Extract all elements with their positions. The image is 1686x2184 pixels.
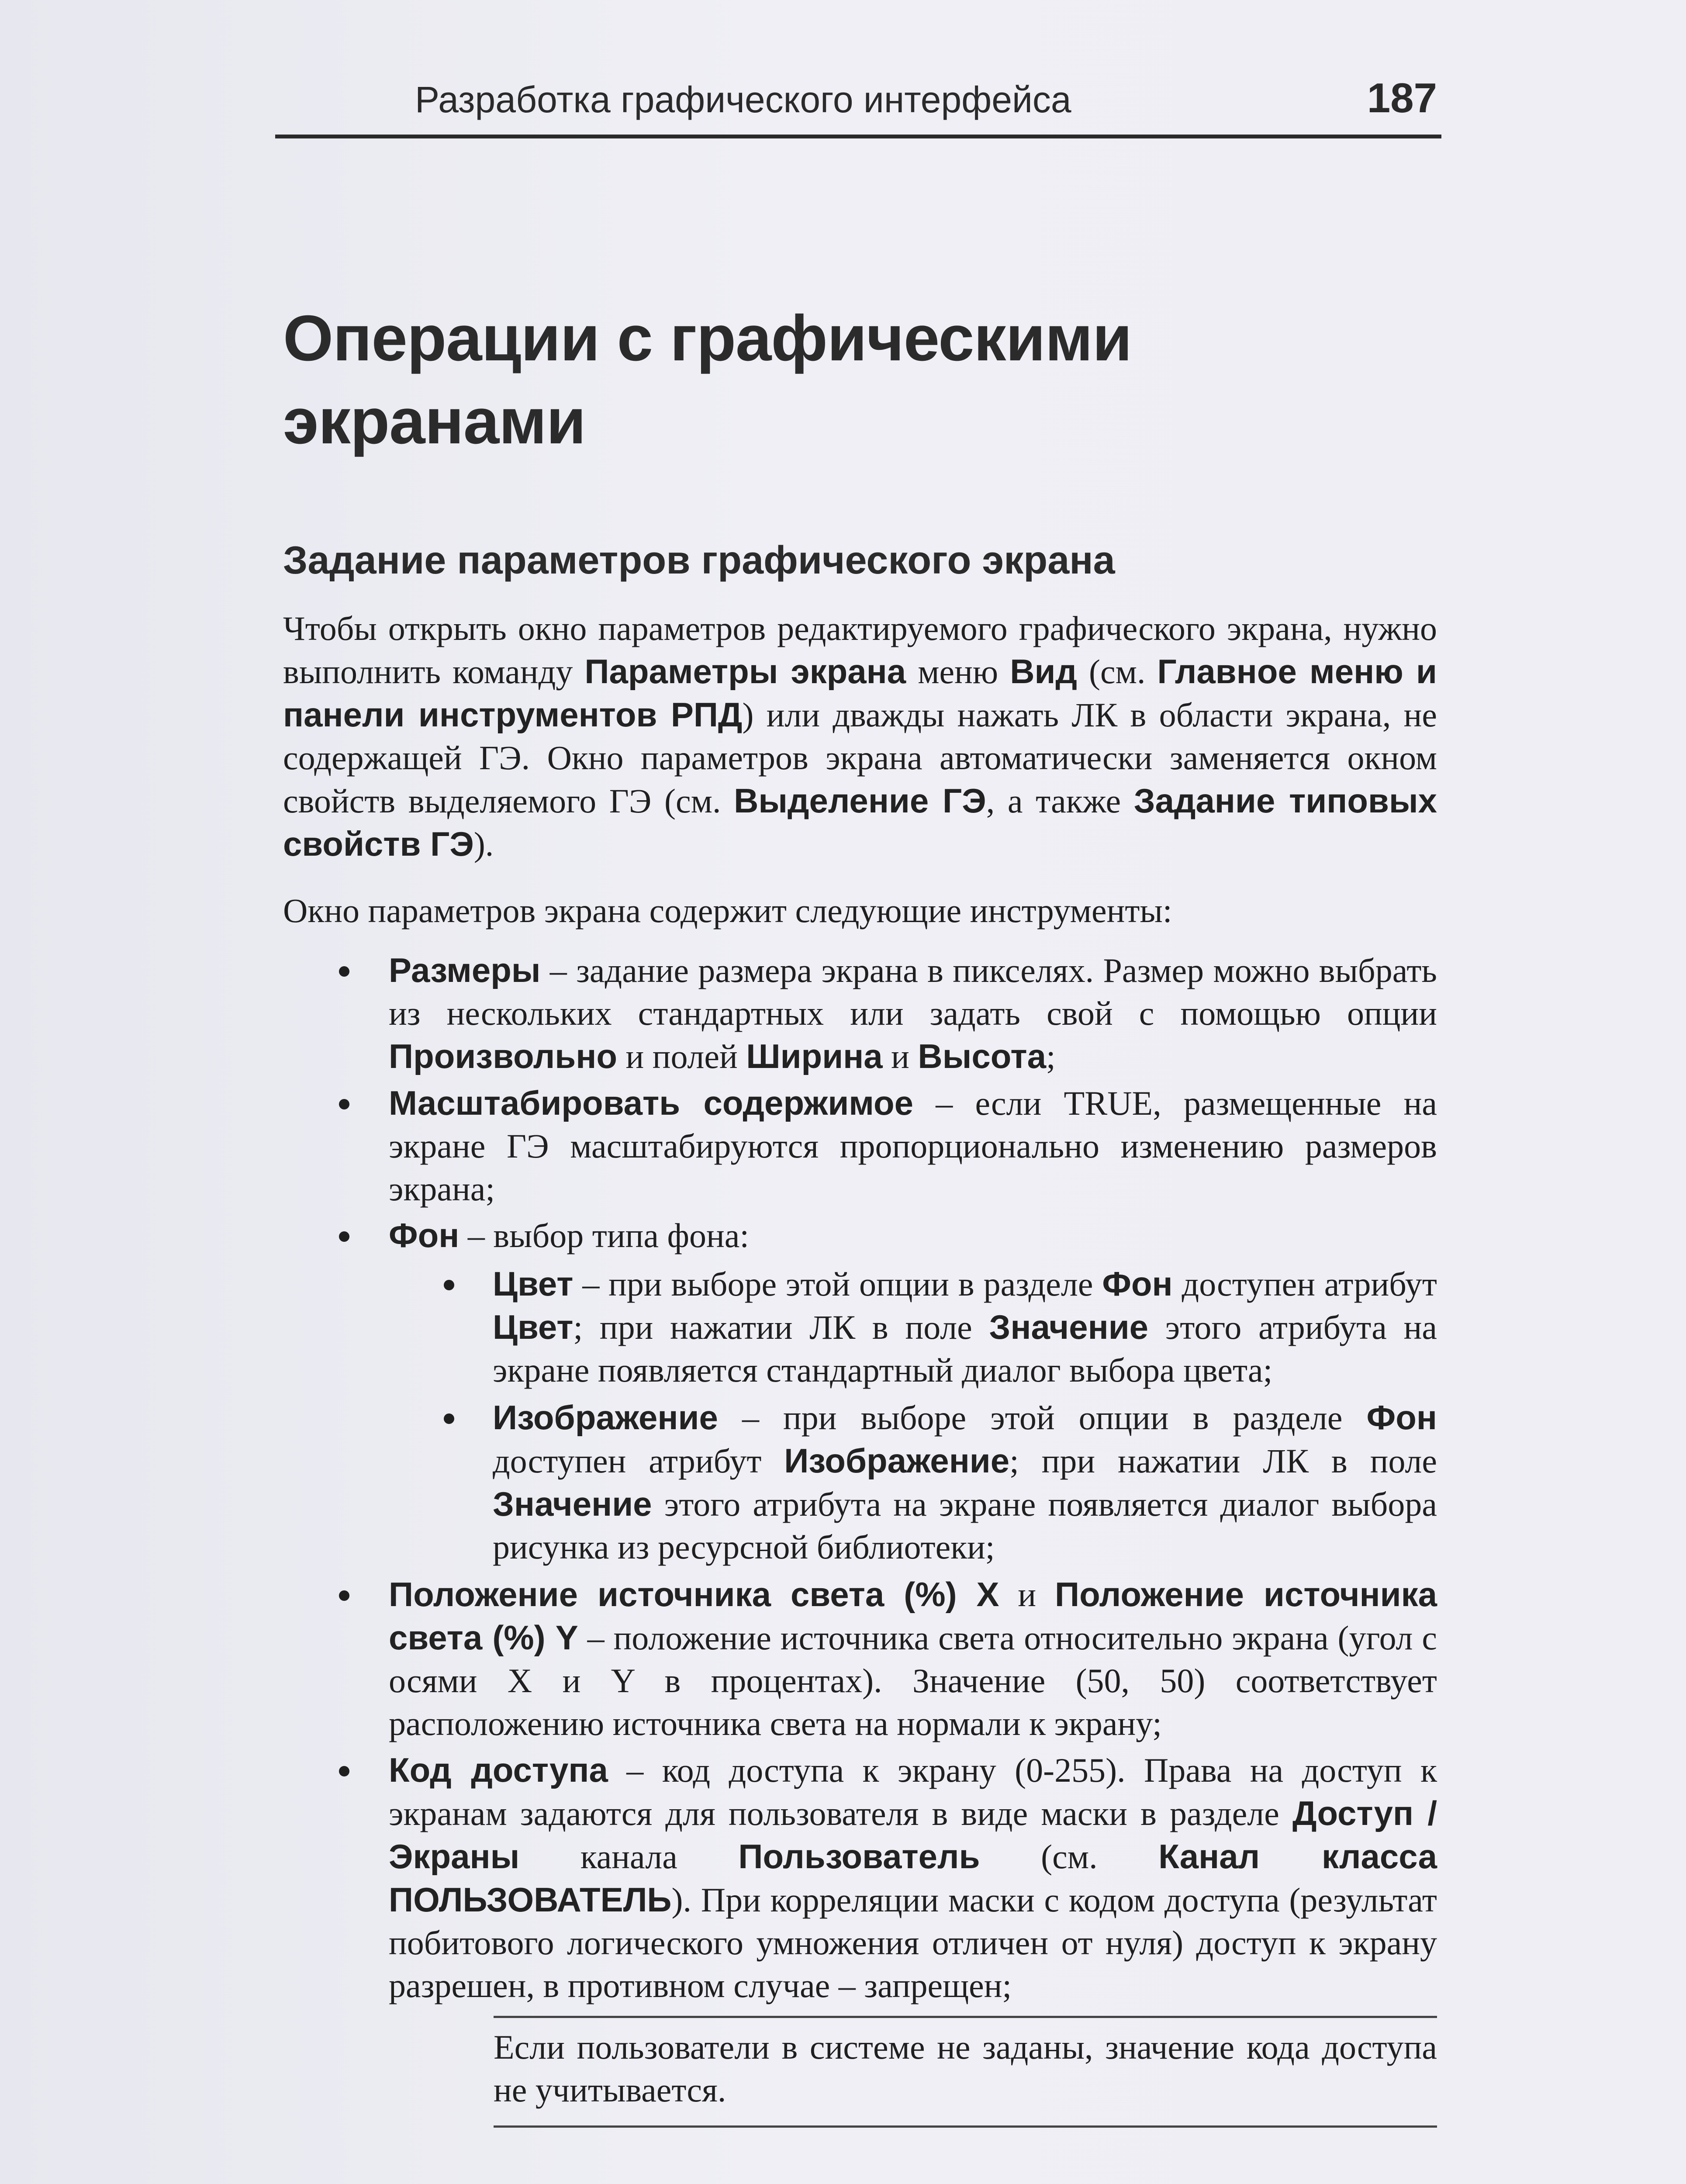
term: Цвет [493, 1265, 574, 1303]
item-text: – при выборе этой опции в разделе [573, 1265, 1102, 1303]
item-text: доступен атрибут [493, 1442, 784, 1480]
item-text: – задание размера экрана в пикселях. Размер можно выбрать из нескольких стандартных или задать свой с помощью опции [389, 951, 1437, 1032]
item-text: – положение источника света относительно экрана (угол с осями X и Y в процентах). Значение (50, 50) соответствует расположению источника света на нормали к экрану; [389, 1619, 1437, 1742]
term: Произвольно [389, 1037, 617, 1075]
term: Код доступа [389, 1751, 608, 1789]
page-content [283, 297, 1437, 2128]
list-item-size [283, 949, 1437, 1078]
item-text: ; [1046, 1037, 1056, 1075]
intro-text: меню [906, 653, 1010, 691]
term: Ширина [746, 1037, 883, 1075]
chapter-title: Операции с графическими экранами [283, 302, 1132, 457]
term: Изображение [784, 1441, 1010, 1480]
page-number: 187 [1367, 75, 1437, 121]
intro-term-view: Вид [1010, 652, 1077, 691]
background-sublist [389, 1262, 1437, 1569]
term: Положение источника света (%) Y [389, 1575, 1437, 1657]
list-item-background [283, 1214, 1437, 1569]
intro-text: ). [473, 825, 494, 863]
term: Значение [989, 1308, 1149, 1346]
note-box [494, 2016, 1437, 2128]
intro-ref-selection: Выделение ГЭ [734, 781, 986, 820]
list-item-access-code [283, 1749, 1437, 2007]
item-text: ; при нажатии ЛК в поле [573, 1308, 989, 1346]
running-header [275, 74, 1441, 138]
list-item-light-source [283, 1573, 1437, 1745]
term: Фон [389, 1216, 460, 1254]
sublist-item-color [389, 1262, 1437, 1392]
item-text: – при выборе этой опции в разделе [718, 1399, 1367, 1437]
item-text: и полей [617, 1037, 746, 1075]
term: Размеры [389, 951, 541, 989]
tools-list [283, 949, 1437, 2007]
term: Масштабировать содержимое [389, 1084, 914, 1122]
item-text: доступен атрибут [1172, 1265, 1437, 1303]
intro-text: (см. [1077, 653, 1157, 691]
item-text: и [882, 1037, 918, 1075]
tools-intro: Окно параметров экрана содержит следующие инструменты: [283, 892, 1172, 930]
item-text: канала [519, 1838, 739, 1876]
term: Положение источника света (%) X [389, 1575, 999, 1614]
intro-text: Чтобы открыть окно параметров редактируемого графического экрана, нужно выполнить команду [283, 609, 1437, 691]
intro-text: ) или дважды нажать ЛК в области экрана, не содержащей ГЭ. Окно параметров экрана автоматически заменяется окном свойств выделяемого ГЭ (см. [283, 696, 1437, 820]
intro-text: , а также [986, 782, 1134, 820]
term: Цвет [493, 1308, 574, 1346]
intro-ref-typical-props: Задание типовых свойств ГЭ [283, 781, 1437, 863]
item-text: ). При корреляции маски с кодом доступа (результат побитового логического умножения отличен от нуля) доступ к экрану разрешен, в противном случае – запрещен; [389, 1881, 1437, 2004]
item-text: этого атрибута на экране появляется диалог выбора рисунка из ресурсной библиотеки; [493, 1485, 1437, 1566]
item-text: этого атрибута на экране появляется стандартный диалог выбора цвета; [493, 1308, 1437, 1389]
term: Доступ / Экраны [389, 1794, 1437, 1876]
term: Фон [1102, 1265, 1173, 1303]
intro-ref-main-menu: Главное меню и панели инструментов РПД [283, 652, 1437, 734]
term: Канал класса ПОЛЬЗОВАТЕЛЬ [389, 1837, 1437, 1919]
item-text: – код доступа к экрану (0-255). Права на доступ к экранам задаются для пользователя в виде маски в разделе [389, 1751, 1437, 1832]
intro-term-screen-params: Параметры экрана [584, 652, 906, 691]
list-item-scale [283, 1082, 1437, 1210]
section-title: Задание параметров графического экрана [283, 539, 1115, 582]
sublist-item-image [389, 1396, 1437, 1569]
term: Высота [918, 1037, 1046, 1075]
intro-paragraph [283, 607, 1437, 866]
item-text: (см. [980, 1838, 1159, 1876]
item-text: ; при нажатии ЛК в поле [1009, 1442, 1437, 1480]
term: Изображение [493, 1398, 718, 1437]
term: Значение [493, 1485, 652, 1523]
running-header-title: Разработка графического интерфейса [415, 79, 1071, 120]
term: Фон [1366, 1398, 1437, 1437]
term: Пользователь [738, 1837, 980, 1876]
item-text: – если TRUE, размещенные на экране ГЭ масштабируются пропорционально изменению размеров экрана; [389, 1084, 1437, 1208]
item-text: – выбор типа фона: [459, 1216, 750, 1254]
note-text: Если пользователи в системе не заданы, значение кода доступа не учитывается. [494, 2028, 1437, 2109]
item-text: и [999, 1576, 1055, 1614]
